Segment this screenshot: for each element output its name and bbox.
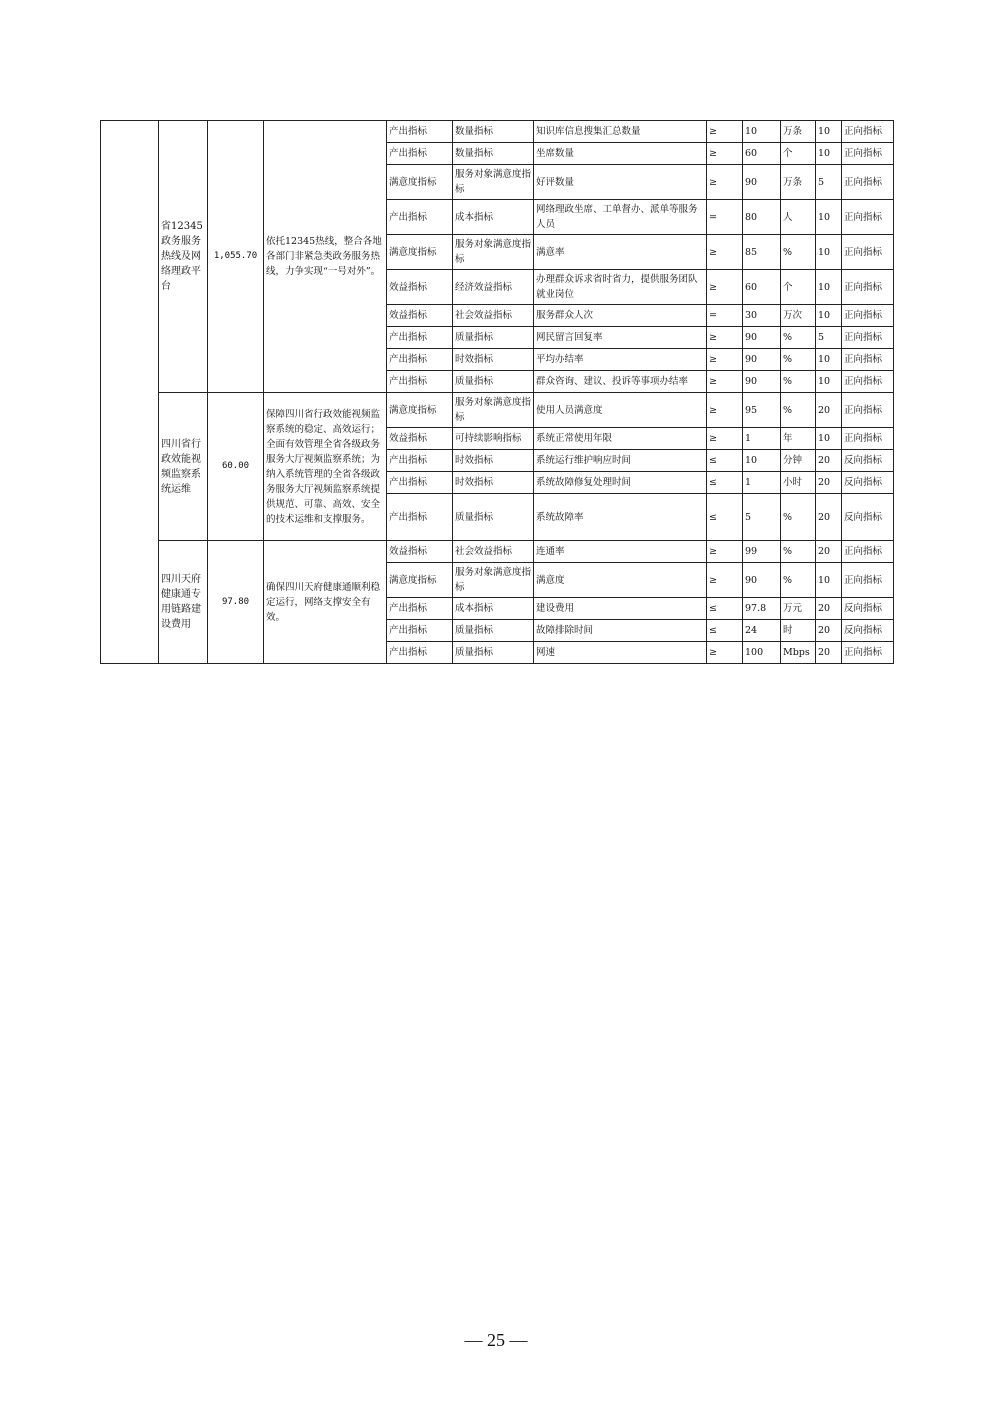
target-value: 80 (743, 200, 781, 235)
unit: 分钟 (781, 450, 816, 472)
indicator-level2: 经济效益指标 (453, 270, 534, 305)
operator: ≤ (707, 494, 743, 541)
indicator-level1: 产出指标 (387, 143, 453, 165)
indicator-level2: 质量指标 (453, 327, 534, 349)
weight: 10 (816, 428, 842, 450)
indicator-level1: 满意度指标 (387, 563, 453, 598)
indicator-level3: 群众咨询、建议、投诉等事项办结率 (534, 371, 707, 393)
target-value: 97.8 (743, 598, 781, 620)
table-body (101, 121, 894, 664)
operator: ≤ (707, 450, 743, 472)
weight: 20 (816, 598, 842, 620)
indicator-level2: 时效指标 (453, 472, 534, 494)
table-row (101, 541, 894, 563)
weight: 20 (816, 472, 842, 494)
project-amount: 97.80 (208, 541, 264, 664)
weight: 10 (816, 235, 842, 270)
operator: ≥ (707, 541, 743, 563)
operator: ≤ (707, 620, 743, 642)
indicator-level3: 好评数量 (534, 165, 707, 200)
indicator-level3: 系统故障修复处理时间 (534, 472, 707, 494)
direction: 反向指标 (842, 598, 894, 620)
weight: 20 (816, 642, 842, 664)
indicator-level1: 满意度指标 (387, 235, 453, 270)
direction: 正向指标 (842, 428, 894, 450)
weight: 10 (816, 563, 842, 598)
indicator-level1: 效益指标 (387, 305, 453, 327)
indicator-level1: 效益指标 (387, 270, 453, 305)
project-goal: 依托12345热线，整合各地各部门非紧急类政务服务热线，力争实现“一号对外”。 (264, 121, 387, 393)
target-value: 85 (743, 235, 781, 270)
target-value: 1 (743, 472, 781, 494)
indicator-level1: 产出指标 (387, 349, 453, 371)
project-name: 四川天府健康通专用链路建设费用 (159, 541, 208, 664)
operator: ≥ (707, 143, 743, 165)
direction: 正向指标 (842, 563, 894, 598)
direction: 反向指标 (842, 450, 894, 472)
indicator-level1: 效益指标 (387, 428, 453, 450)
indicator-level3: 系统正常使用年限 (534, 428, 707, 450)
indicator-level2: 可持续影响指标 (453, 428, 534, 450)
target-value: 90 (743, 563, 781, 598)
indicator-level2: 数量指标 (453, 121, 534, 143)
unit: % (781, 349, 816, 371)
operator: ≥ (707, 642, 743, 664)
weight: 10 (816, 121, 842, 143)
target-value: 100 (743, 642, 781, 664)
indicator-level1: 满意度指标 (387, 165, 453, 200)
indicator-level3: 满意度 (534, 563, 707, 598)
indicator-level2: 数量指标 (453, 143, 534, 165)
operator: ≤ (707, 598, 743, 620)
target-value: 90 (743, 165, 781, 200)
unit: Mbps (781, 642, 816, 664)
indicator-level1: 产出指标 (387, 450, 453, 472)
weight: 20 (816, 620, 842, 642)
indicator-level3: 平均办结率 (534, 349, 707, 371)
project-name: 四川省行政效能视频监察系统运维 (159, 393, 208, 541)
unit: 个 (781, 143, 816, 165)
indicator-level3: 知识库信息搜集汇总数量 (534, 121, 707, 143)
operator: ≥ (707, 327, 743, 349)
unit: 人 (781, 200, 816, 235)
unit: % (781, 393, 816, 428)
project-name: 省12345政务服务热线及网络理政平台 (159, 121, 208, 393)
direction: 正向指标 (842, 541, 894, 563)
unit: % (781, 494, 816, 541)
unit: 个 (781, 270, 816, 305)
unit: % (781, 371, 816, 393)
direction: 正向指标 (842, 121, 894, 143)
direction: 正向指标 (842, 327, 894, 349)
blank-cell (101, 121, 159, 664)
unit: % (781, 563, 816, 598)
indicator-level3: 系统故障率 (534, 494, 707, 541)
indicator-level1: 满意度指标 (387, 393, 453, 428)
target-value: 5 (743, 494, 781, 541)
unit: 万条 (781, 165, 816, 200)
operator: ≤ (707, 472, 743, 494)
project-goal: 确保四川天府健康通顺利稳定运行，网络支撑安全有效。 (264, 541, 387, 664)
target-value: 24 (743, 620, 781, 642)
indicator-level3: 故障排除时间 (534, 620, 707, 642)
target-value: 10 (743, 450, 781, 472)
operator: ≥ (707, 428, 743, 450)
weight: 20 (816, 494, 842, 541)
unit: 时 (781, 620, 816, 642)
project-goal: 保障四川省行政效能视频监察系统的稳定、高效运行；全面有效管理全省各级政务服务大厅视频监察系统；为纳入系统管理的全省各级政务服务大厅视频监察系统提供规范、可靠、高效、安全的技术运维和支撑服务。 (264, 393, 387, 541)
indicator-level2: 服务对象满意度指标 (453, 235, 534, 270)
indicator-level2: 质量指标 (453, 642, 534, 664)
operator: ≥ (707, 563, 743, 598)
indicator-level2: 时效指标 (453, 349, 534, 371)
weight: 10 (816, 349, 842, 371)
unit: 万次 (781, 305, 816, 327)
weight: 20 (816, 450, 842, 472)
weight: 5 (816, 165, 842, 200)
indicator-level3: 网络理政坐席、工单督办、派单等服务人员 (534, 200, 707, 235)
project-amount: 60.00 (208, 393, 264, 541)
indicator-level3: 坐席数量 (534, 143, 707, 165)
target-value: 1 (743, 428, 781, 450)
weight: 10 (816, 200, 842, 235)
operator: ≥ (707, 349, 743, 371)
target-value: 60 (743, 270, 781, 305)
direction: 正向指标 (842, 305, 894, 327)
indicator-level2: 成本指标 (453, 200, 534, 235)
direction: 反向指标 (842, 494, 894, 541)
indicator-level3: 使用人员满意度 (534, 393, 707, 428)
direction: 正向指标 (842, 371, 894, 393)
table-row (101, 393, 894, 428)
direction: 反向指标 (842, 620, 894, 642)
indicator-level3: 建设费用 (534, 598, 707, 620)
indicator-level1: 产出指标 (387, 598, 453, 620)
target-value: 60 (743, 143, 781, 165)
operator: ≥ (707, 371, 743, 393)
indicator-level1: 产出指标 (387, 121, 453, 143)
indicator-level1: 产出指标 (387, 371, 453, 393)
weight: 10 (816, 143, 842, 165)
page-number: — 25 — (464, 1330, 528, 1350)
unit: 年 (781, 428, 816, 450)
operator: ≥ (707, 270, 743, 305)
indicator-level3: 网速 (534, 642, 707, 664)
operator: ≥ (707, 235, 743, 270)
target-value: 90 (743, 349, 781, 371)
indicator-level2: 服务对象满意度指标 (453, 563, 534, 598)
direction: 正向指标 (842, 200, 894, 235)
direction: 正向指标 (842, 165, 894, 200)
direction: 反向指标 (842, 472, 894, 494)
direction: 正向指标 (842, 349, 894, 371)
operator: ≥ (707, 393, 743, 428)
indicator-level3: 连通率 (534, 541, 707, 563)
indicator-level3: 系统运行维护响应时间 (534, 450, 707, 472)
operator: ≥ (707, 121, 743, 143)
indicator-level3: 满意率 (534, 235, 707, 270)
indicator-level2: 质量指标 (453, 494, 534, 541)
indicator-level1: 产出指标 (387, 200, 453, 235)
weight: 10 (816, 371, 842, 393)
indicator-level2: 质量指标 (453, 371, 534, 393)
unit: 万元 (781, 598, 816, 620)
indicator-level1: 产出指标 (387, 642, 453, 664)
indicator-level1: 产出指标 (387, 494, 453, 541)
weight: 10 (816, 270, 842, 305)
unit: % (781, 541, 816, 563)
operator: = (707, 305, 743, 327)
unit: % (781, 235, 816, 270)
indicator-level1: 产出指标 (387, 472, 453, 494)
indicator-level3: 网民留言回复率 (534, 327, 707, 349)
indicator-level2: 时效指标 (453, 450, 534, 472)
weight: 5 (816, 327, 842, 349)
indicator-level2: 服务对象满意度指标 (453, 393, 534, 428)
indicator-level1: 产出指标 (387, 327, 453, 349)
direction: 正向指标 (842, 393, 894, 428)
indicator-level3: 办理群众诉求省时省力，提供服务团队就业岗位 (534, 270, 707, 305)
direction: 正向指标 (842, 642, 894, 664)
direction: 正向指标 (842, 270, 894, 305)
target-value: 10 (743, 121, 781, 143)
weight: 20 (816, 541, 842, 563)
table-row (101, 121, 894, 143)
direction: 正向指标 (842, 235, 894, 270)
weight: 20 (816, 393, 842, 428)
weight: 10 (816, 305, 842, 327)
indicator-level2: 社会效益指标 (453, 541, 534, 563)
unit: 小时 (781, 472, 816, 494)
target-value: 90 (743, 371, 781, 393)
unit: 万条 (781, 121, 816, 143)
indicator-level2: 质量指标 (453, 620, 534, 642)
project-amount: 1,055.70 (208, 121, 264, 393)
indicator-level2: 服务对象满意度指标 (453, 165, 534, 200)
unit: % (781, 327, 816, 349)
direction: 正向指标 (842, 143, 894, 165)
performance-indicator-table (100, 120, 894, 664)
indicator-level1: 效益指标 (387, 541, 453, 563)
indicator-level3: 服务群众人次 (534, 305, 707, 327)
indicator-level1: 产出指标 (387, 620, 453, 642)
target-value: 99 (743, 541, 781, 563)
target-value: 90 (743, 327, 781, 349)
target-value: 95 (743, 393, 781, 428)
operator: ≥ (707, 165, 743, 200)
indicator-level2: 成本指标 (453, 598, 534, 620)
indicator-level2: 社会效益指标 (453, 305, 534, 327)
target-value: 30 (743, 305, 781, 327)
operator: = (707, 200, 743, 235)
